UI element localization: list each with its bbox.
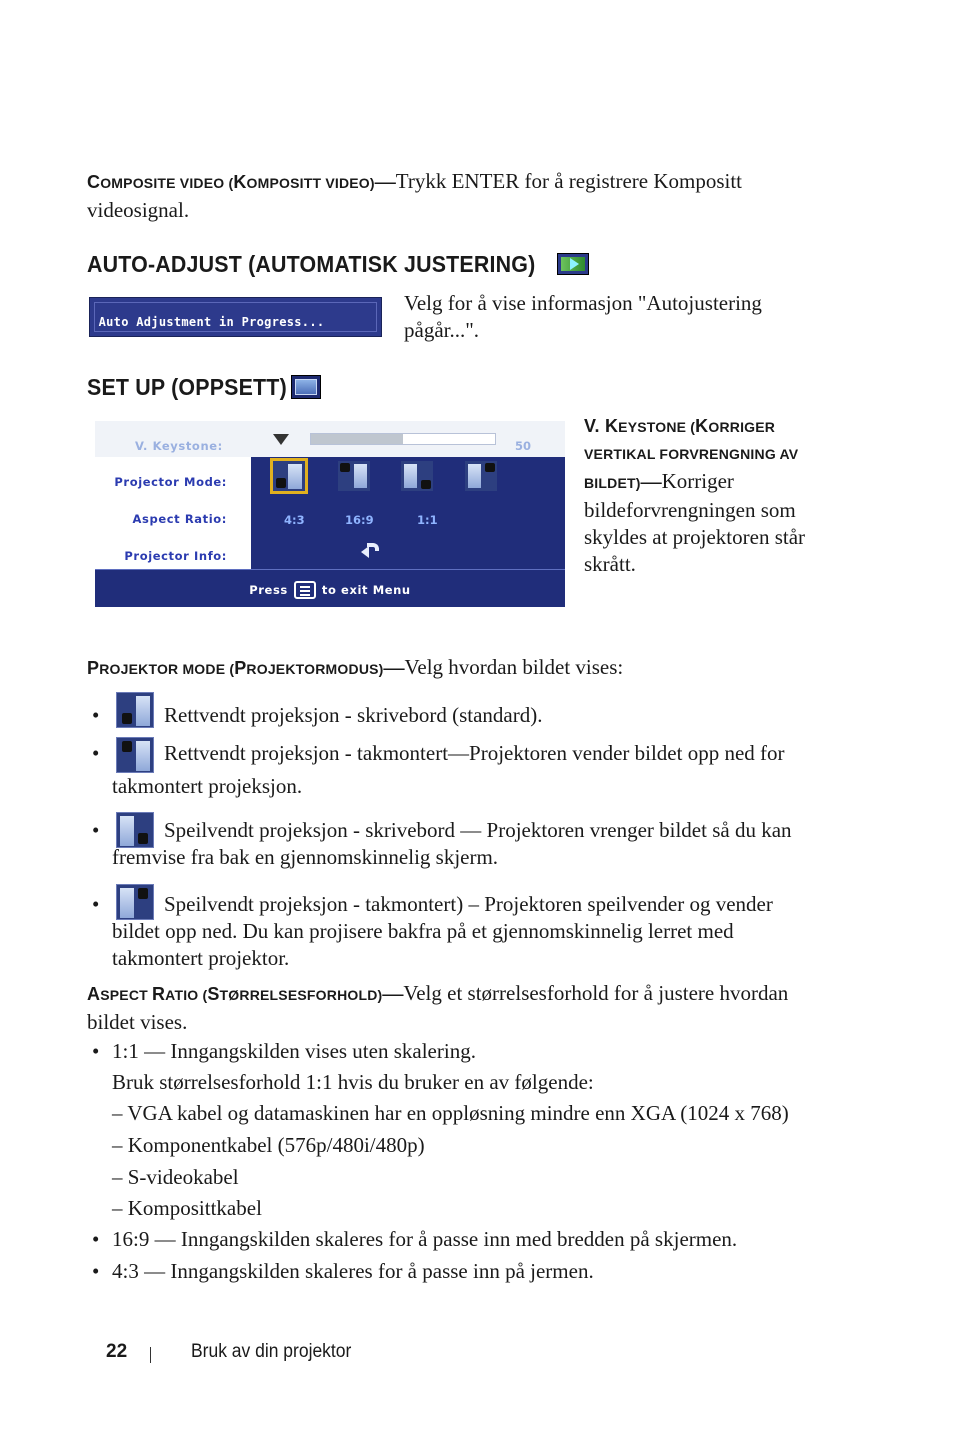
auto-adjust-osd [89,297,382,337]
aspect-bullet-1-sub: Bruk størrelsesforhold 1:1 hvis du bruker en av følgende: [112,1070,594,1094]
projector-mode-option-3[interactable] [401,461,433,491]
page-number: 22 [106,1341,128,1362]
projector-mode-option-4[interactable] [465,461,497,491]
aspect-bullet-3: 4:3 — Inngangskilden skaleres for å passe inn på jermen. [112,1259,594,1283]
projektor-mode-heading: PROJEKTOR MODE (PROJEKTORMODUS)—Velg hvordan bildet vises: [87,655,624,679]
aspect-ratio-label: Aspect Ratio: [132,512,227,526]
footer-title: Bruk av din projektor [191,1341,352,1362]
aspect-dash-2: – Komponentkabel (576p/480i/480p) [112,1133,425,1157]
mode-item-4: Speilvendt projeksjon - takmontert) – Projektoren speilvender og vender bildet opp ned. Du kan projisere bakfra på et gjennomskinnelig lerret med takmontert projektor. [112,892,773,970]
aspect-dash-3: – S-videokabel [112,1165,239,1189]
projector-mode-option-2[interactable] [338,461,370,491]
return-arrow-icon[interactable] [361,541,381,557]
auto-adjust-osd-text: Auto Adjustment in Progress... [98,315,325,329]
bullet: • [92,1227,100,1251]
bullet: • [92,703,100,727]
projector-info-label: Projector Info: [124,549,227,563]
front-desktop-icon [116,692,154,728]
auto-adjust-title: AUTO-ADJUST (AUTOMATISK JUSTERING) [87,250,536,277]
setup-title: SET UP (OPPSETT) [87,373,287,400]
aspect-bullet-2: 16:9 — Inngangskilden skaleres for å passe inn med bredden på skjermen. [112,1227,738,1251]
projector-mode-option-1[interactable] [270,458,308,494]
auto-adjust-heading [87,250,569,278]
mode-item-2: Rettvendt projeksjon - takmontert—Projektoren vender bildet opp ned for takmontert projeksjon. [112,741,785,798]
bullet: • [92,741,100,765]
composite-paragraph: COMPOSITE VIDEO (KOMPOSITT VIDEO)—Trykk ENTER for å registrere Kompositt videosignal. [87,169,743,222]
keystone-arrow-icon[interactable] [273,434,289,445]
setup-osd-menu [95,421,565,607]
aspect-bullet-1: 1:1 — Inngangskilden vises uten skalering. [112,1039,476,1063]
projector-mode-label: Projector Mode: [114,475,227,489]
keystone-slider-fill [311,434,403,444]
mode-item-3: Speilvendt projeksjon - skrivebord — Projektoren vrenger bildet så du kan fremvise fra bak en gjennomskinnelig skjerm. [112,818,792,869]
aspect-option-16-9[interactable]: 16:9 [345,513,374,527]
keystone-label: V. Keystone: [135,439,223,453]
exit-text: to exit Menu [321,582,411,597]
mode-item-1: Rettvendt projeksjon - skrivebord (standard). [164,703,543,727]
aspect-dash-1: – VGA kabel og datamaskinen har en oppløsning mindre enn XGA (1024 x 768) [112,1101,789,1125]
auto-adjust-desc: Velg for å vise informasjon "Autojustering pågår...". [404,291,762,342]
keystone-description: V. KEYSTONE (KORRIGER VERTIKAL FORVRENGNING AV BILDET)—Korriger bildeforvrengningen som skyldes at projektoren står skrått. [584,416,806,576]
osd-labels-panel [95,457,251,569]
bullet: • [92,892,100,916]
bullet: • [92,1259,100,1283]
menu-icon [294,581,316,599]
bullet: • [92,818,100,842]
bullet: • [92,1039,100,1063]
aspect-option-4-3[interactable]: 4:3 [284,513,305,527]
setup-heading [87,373,302,401]
press-text: Press [249,582,288,597]
aspect-option-1-1[interactable]: 1:1 [417,513,438,527]
keystone-slider[interactable] [310,433,496,445]
footer-divider [150,1347,151,1363]
aspect-dash-4: – Komposittkabel [112,1196,262,1220]
osd-footer [95,580,565,600]
keystone-value: 50 [515,439,532,453]
setup-icon [291,375,321,399]
auto-adjust-icon [557,253,589,275]
aspect-ratio-section: ASPECT RATIO (STØRRELSESFORHOLD)—Velg et størrelsesforhold for å justere hvordan bildet vises. [87,981,789,1034]
